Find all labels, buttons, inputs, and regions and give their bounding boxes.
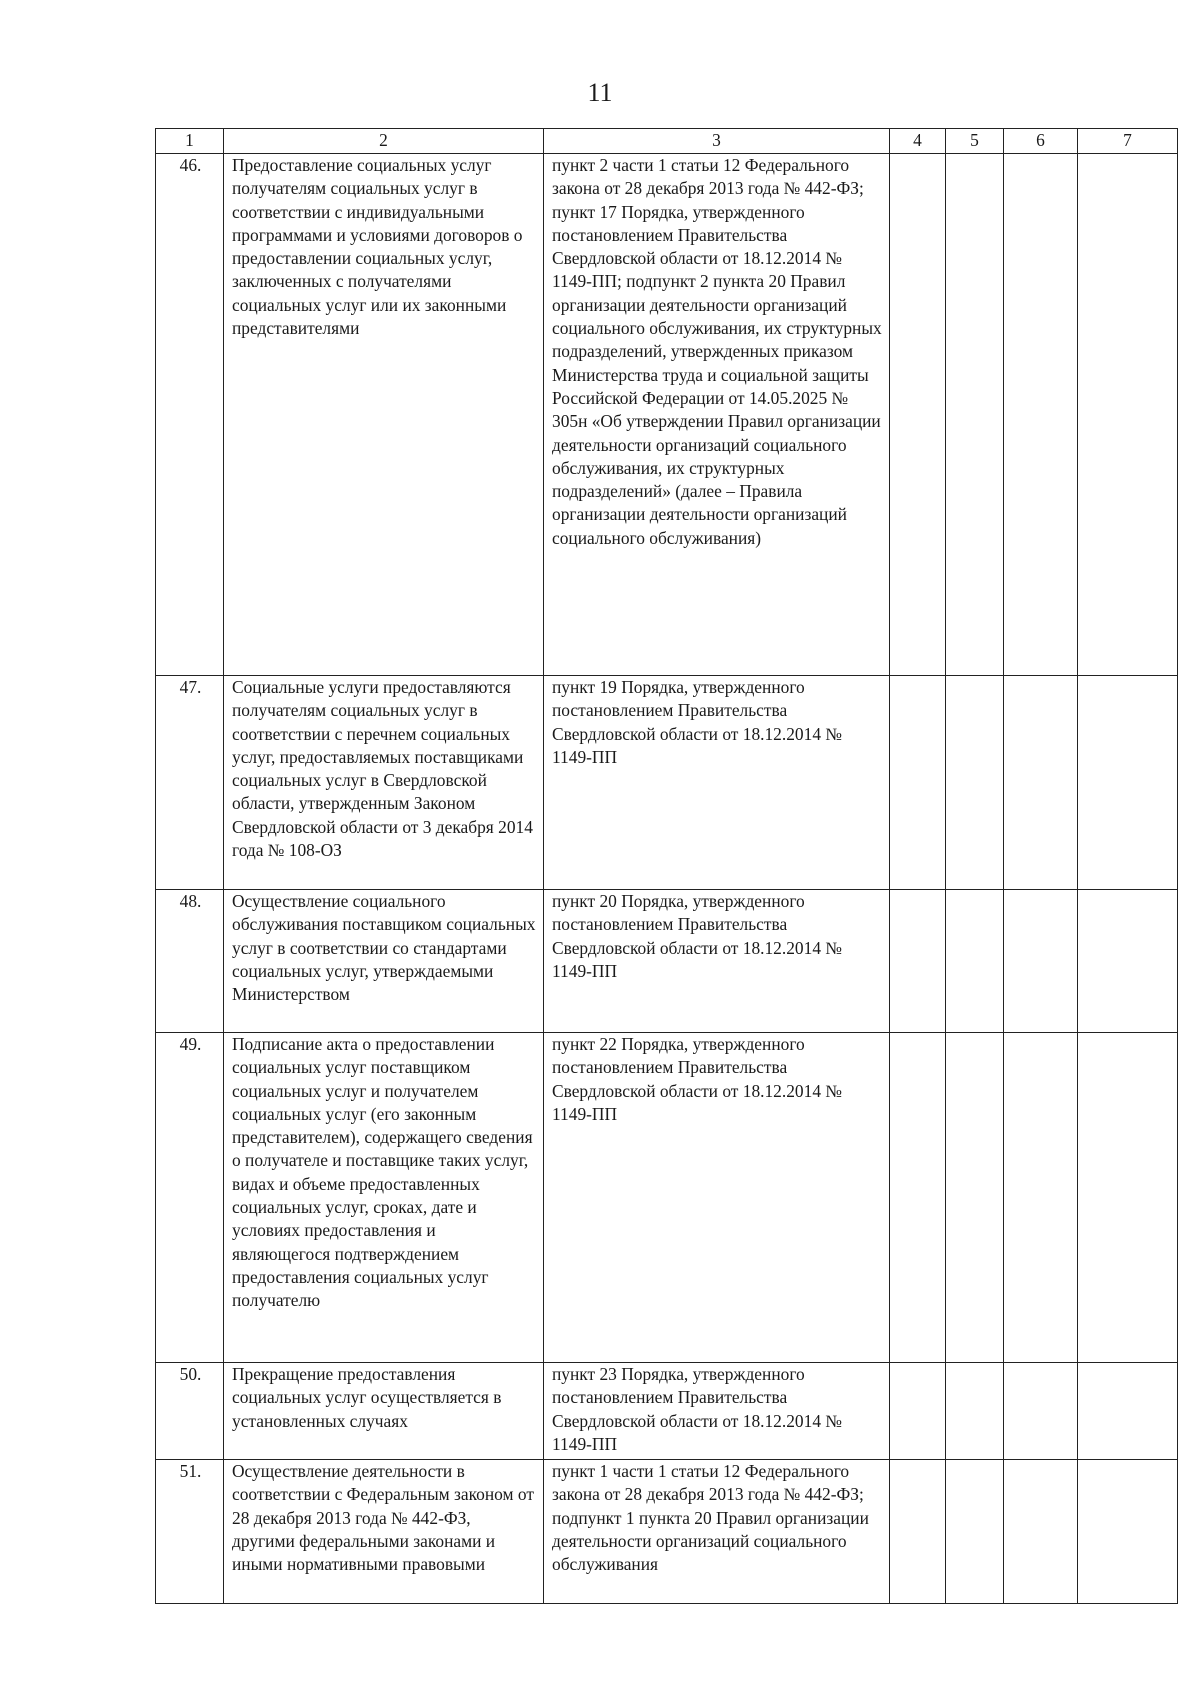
empty-cell-col7 <box>1078 676 1178 890</box>
page-number: 11 <box>587 78 613 107</box>
empty-cell-col7 <box>1078 154 1178 676</box>
empty-cell-col5 <box>946 154 1004 676</box>
empty-cell-col6 <box>1004 1033 1078 1363</box>
legal-source-cell: пункт 19 Порядка, утвержденного постановлением Правительства Свердловской области от 18.12.2014 № 1149-ПП <box>544 676 890 890</box>
empty-cell-col4 <box>890 154 946 676</box>
empty-cell-col5 <box>946 1460 1004 1604</box>
requirement-cell: Осуществление социального обслуживания поставщиком социальных услуг в соответствии со стандартами социальных услуг, утверждаемыми Министерством <box>224 890 544 1033</box>
column-header-4: 4 <box>890 129 946 154</box>
table-row <box>156 1460 1178 1604</box>
empty-cell-col5 <box>946 676 1004 890</box>
empty-cell-col5 <box>946 890 1004 1033</box>
empty-cell-col6 <box>1004 154 1078 676</box>
empty-cell-col6 <box>1004 1460 1078 1604</box>
empty-cell-col4 <box>890 676 946 890</box>
empty-cell-col4 <box>890 1460 946 1604</box>
column-header-6: 6 <box>1004 129 1078 154</box>
row-number: 48. <box>156 890 224 1033</box>
empty-cell-col7 <box>1078 890 1178 1033</box>
requirement-cell: Осуществление деятельности в соответствии с Федеральным законом от 28 декабря 2013 года № 442-ФЗ, другими федеральными законами и иными нормативными правовыми <box>224 1460 544 1604</box>
requirement-cell: Прекращение предоставления социальных услуг осуществляется в установленных случаях <box>224 1363 544 1460</box>
table-row <box>156 676 1178 890</box>
empty-cell-col4 <box>890 1033 946 1363</box>
empty-cell-col7 <box>1078 1033 1178 1363</box>
column-header-5: 5 <box>946 129 1004 154</box>
checklist-table <box>155 128 1178 1604</box>
empty-cell-col6 <box>1004 1363 1078 1460</box>
requirement-cell: Социальные услуги предоставляются получателям социальных услуг в соответствии с перечнем социальных услуг, предоставляемых поставщиками социальных услуг в Свердловской области, утвержденным Законом Свердловской области от 3 декабря 2014 года № 108-ОЗ <box>224 676 544 890</box>
row-number: 49. <box>156 1033 224 1363</box>
empty-cell-col5 <box>946 1033 1004 1363</box>
column-header-3: 3 <box>544 129 890 154</box>
column-header-2: 2 <box>224 129 544 154</box>
row-number: 51. <box>156 1460 224 1604</box>
legal-source-cell: пункт 2 части 1 статьи 12 Федерального закона от 28 декабря 2013 года № 442-ФЗ; пункт 17 Порядка, утвержденного постановлением Правительства Свердловской области от 18.12.2014 № 1149-ПП; подпункт 2 пункта 20 Правил организации деятельности организаций социального обслуживания, их структурных подразделений, утвержденных приказом Министерства труда и социальной защиты Российской Федерации от 14.05.2025 № 305н «Об утверждении Правил организации деятельности организаций социального обслуживания, их структурных подразделений» (далее – Правила организации деятельности организаций социального обслуживания) <box>544 154 890 676</box>
header-row <box>156 129 1178 154</box>
column-header-1: 1 <box>156 129 224 154</box>
requirement-cell: Предоставление социальных услуг получателям социальных услуг в соответствии с индивидуальными программами и условиями договоров о предоставлении социальных услуг, заключенных с получателями социальных услуг или их законными представителями <box>224 154 544 676</box>
empty-cell-col6 <box>1004 890 1078 1033</box>
requirement-cell: Подписание акта о предоставлении социальных услуг поставщиком социальных услуг и получателем социальных услуг (его законным представителем), содержащего сведения о получателе и поставщике таких услуг, видах и объеме предоставленных социальных услуг, сроках, дате и условиях предоставления и являющегося подтверждением предоставления социальных услуг получателю <box>224 1033 544 1363</box>
legal-source-cell: пункт 1 части 1 статьи 12 Федерального закона от 28 декабря 2013 года № 442-ФЗ; подпункт 1 пункта 20 Правил организации деятельности организаций социального обслуживания <box>544 1460 890 1604</box>
table-row <box>156 154 1178 676</box>
empty-cell-col4 <box>890 890 946 1033</box>
table-row <box>156 1363 1178 1460</box>
table-row <box>156 890 1178 1033</box>
legal-source-cell: пункт 20 Порядка, утвержденного постановлением Правительства Свердловской области от 18.12.2014 № 1149-ПП <box>544 890 890 1033</box>
column-header-7: 7 <box>1078 129 1178 154</box>
legal-source-cell: пункт 22 Порядка, утвержденного постановлением Правительства Свердловской области от 18.12.2014 № 1149-ПП <box>544 1033 890 1363</box>
legal-source-cell: пункт 23 Порядка, утвержденного постановлением Правительства Свердловской области от 18.12.2014 № 1149-ПП <box>544 1363 890 1460</box>
empty-cell-col4 <box>890 1363 946 1460</box>
empty-cell-col5 <box>946 1363 1004 1460</box>
empty-cell-col7 <box>1078 1363 1178 1460</box>
row-number: 47. <box>156 676 224 890</box>
table-row <box>156 1033 1178 1363</box>
row-number: 46. <box>156 154 224 676</box>
empty-cell-col6 <box>1004 676 1078 890</box>
empty-cell-col7 <box>1078 1460 1178 1604</box>
row-number: 50. <box>156 1363 224 1460</box>
